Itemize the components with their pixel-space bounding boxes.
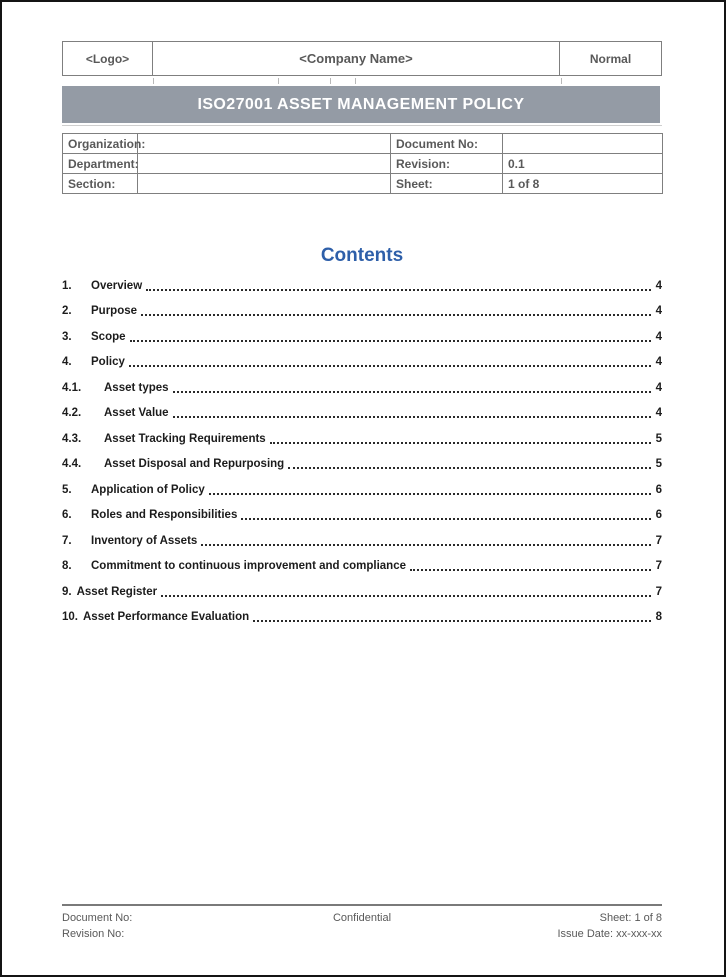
sheet-label: Sheet: bbox=[391, 174, 503, 194]
toc-page-number: 4 bbox=[655, 356, 662, 369]
toc-dot-leader bbox=[410, 569, 651, 571]
toc-page-number: 6 bbox=[655, 483, 662, 496]
toc-number: 5. bbox=[62, 483, 72, 496]
footer-right-block bbox=[462, 910, 662, 942]
table-row bbox=[63, 134, 663, 154]
toc-number: 10. bbox=[62, 611, 78, 624]
toc-entry-asset-disposal[interactable] bbox=[62, 452, 662, 478]
logo-placeholder[interactable]: <Logo> bbox=[63, 42, 153, 75]
document-info-table bbox=[62, 133, 663, 194]
toc-number: 1. bbox=[62, 279, 72, 292]
toc-label: Asset Register bbox=[76, 585, 158, 598]
toc-entry-overview[interactable] bbox=[62, 273, 662, 299]
toc-label: Asset Performance Evaluation bbox=[83, 611, 250, 624]
toc-entry-asset-tracking[interactable] bbox=[62, 426, 662, 452]
footer-issue-date: Issue Date: xx-xxx-xx bbox=[557, 928, 662, 940]
table-of-contents bbox=[62, 273, 662, 630]
document-no-value[interactable] bbox=[503, 134, 663, 154]
toc-dot-leader bbox=[141, 314, 651, 316]
toc-label: Roles and Responsibilities bbox=[91, 509, 238, 522]
toc-page-number: 4 bbox=[655, 381, 662, 394]
toc-number: 7. bbox=[62, 534, 72, 547]
toc-page-number: 4 bbox=[655, 279, 662, 292]
toc-entry-application[interactable] bbox=[62, 477, 662, 503]
footer-revision-no: Revision No: bbox=[62, 928, 125, 940]
footer-document-no: Document No: bbox=[62, 912, 133, 924]
toc-page-number: 7 bbox=[655, 585, 662, 598]
revision-value: 0.1 bbox=[503, 154, 663, 174]
toc-page-number: 6 bbox=[655, 509, 662, 522]
toc-dot-leader bbox=[253, 620, 651, 622]
toc-entry-inventory[interactable] bbox=[62, 528, 662, 554]
toc-label: Purpose bbox=[91, 305, 138, 318]
toc-page-number: 5 bbox=[655, 432, 662, 445]
toc-number: 4.2. bbox=[62, 407, 82, 420]
toc-label: Asset Value bbox=[104, 407, 169, 420]
toc-entry-policy[interactable] bbox=[62, 350, 662, 376]
footer-divider bbox=[62, 904, 662, 906]
toc-entry-asset-value[interactable] bbox=[62, 401, 662, 427]
toc-number: 3. bbox=[62, 330, 72, 343]
toc-label: Commitment to continuous improvement and compliance bbox=[91, 560, 407, 573]
toc-number: 9. bbox=[62, 585, 72, 598]
banner-underline bbox=[62, 125, 662, 126]
toc-entry-commitment[interactable] bbox=[62, 554, 662, 580]
toc-page-number: 7 bbox=[655, 560, 662, 573]
section-value[interactable] bbox=[138, 174, 391, 194]
document-title-banner bbox=[62, 86, 660, 123]
toc-page-number: 4 bbox=[655, 305, 662, 318]
document-no-label: Document No: bbox=[391, 134, 503, 154]
tick-divider bbox=[561, 78, 562, 84]
table-row bbox=[63, 154, 663, 174]
doc-classification-label: Normal bbox=[589, 51, 632, 66]
tick-divider bbox=[278, 78, 279, 84]
organization-value[interactable] bbox=[138, 134, 391, 154]
toc-label: Application of Policy bbox=[91, 483, 205, 496]
toc-dot-leader bbox=[288, 467, 651, 469]
section-label: Section: bbox=[63, 174, 138, 194]
revision-label: Revision: bbox=[391, 154, 503, 174]
toc-entry-asset-performance[interactable] bbox=[62, 605, 662, 631]
toc-number: 2. bbox=[62, 305, 72, 318]
toc-dot-leader bbox=[201, 544, 651, 546]
footer-sheet: Sheet: 1 of 8 bbox=[599, 912, 662, 924]
company-name-placeholder[interactable]: <Company Name> bbox=[153, 42, 560, 75]
organization-label: Organization: bbox=[63, 134, 138, 154]
toc-page-number: 5 bbox=[655, 458, 662, 471]
toc-number: 4.3. bbox=[62, 432, 82, 445]
toc-dot-leader bbox=[209, 493, 651, 495]
toc-page-number: 7 bbox=[655, 534, 662, 547]
toc-number: 4. bbox=[62, 356, 72, 369]
toc-label: Asset types bbox=[104, 381, 169, 394]
toc-page-number: 8 bbox=[655, 611, 662, 624]
toc-dot-leader bbox=[173, 391, 651, 393]
toc-entry-asset-register[interactable] bbox=[62, 579, 662, 605]
toc-dot-leader bbox=[173, 416, 651, 418]
toc-label: Policy bbox=[91, 356, 125, 369]
tick-divider bbox=[153, 78, 154, 84]
header-table bbox=[62, 41, 662, 76]
toc-page-number: 4 bbox=[655, 407, 662, 420]
toc-dot-leader bbox=[146, 289, 651, 291]
header-table-ticks bbox=[62, 77, 662, 85]
page-footer bbox=[62, 910, 662, 942]
toc-number: 4.4. bbox=[62, 458, 82, 471]
document-title: ISO27001 ASSET MANAGEMENT POLICY bbox=[197, 95, 525, 113]
toc-entry-asset-types[interactable] bbox=[62, 375, 662, 401]
tick-divider bbox=[330, 78, 331, 84]
sheet-value: 1 of 8 bbox=[503, 174, 663, 194]
contents-heading: Contents bbox=[320, 245, 404, 266]
tick-divider bbox=[355, 78, 356, 84]
department-label: Department: bbox=[63, 154, 138, 174]
table-row bbox=[63, 174, 663, 194]
toc-label: Scope bbox=[91, 330, 126, 343]
toc-label: Inventory of Assets bbox=[91, 534, 198, 547]
toc-page-number: 4 bbox=[655, 330, 662, 343]
toc-dot-leader bbox=[129, 365, 651, 367]
toc-dot-leader bbox=[130, 340, 651, 342]
toc-label: Asset Tracking Requirements bbox=[104, 432, 266, 445]
toc-number: 8. bbox=[62, 560, 72, 573]
department-value[interactable] bbox=[138, 154, 391, 174]
toc-entry-purpose[interactable] bbox=[62, 299, 662, 325]
toc-number: 6. bbox=[62, 509, 72, 522]
footer-left-block bbox=[62, 910, 262, 942]
toc-entry-scope[interactable] bbox=[62, 324, 662, 350]
toc-entry-roles[interactable] bbox=[62, 503, 662, 529]
toc-label: Overview bbox=[91, 279, 143, 292]
toc-dot-leader bbox=[241, 518, 651, 520]
toc-number: 4.1. bbox=[62, 381, 82, 394]
toc-dot-leader bbox=[270, 442, 651, 444]
footer-confidential: Confidential bbox=[332, 912, 392, 924]
toc-label: Asset Disposal and Repurposing bbox=[104, 458, 285, 471]
toc-dot-leader bbox=[161, 595, 651, 597]
